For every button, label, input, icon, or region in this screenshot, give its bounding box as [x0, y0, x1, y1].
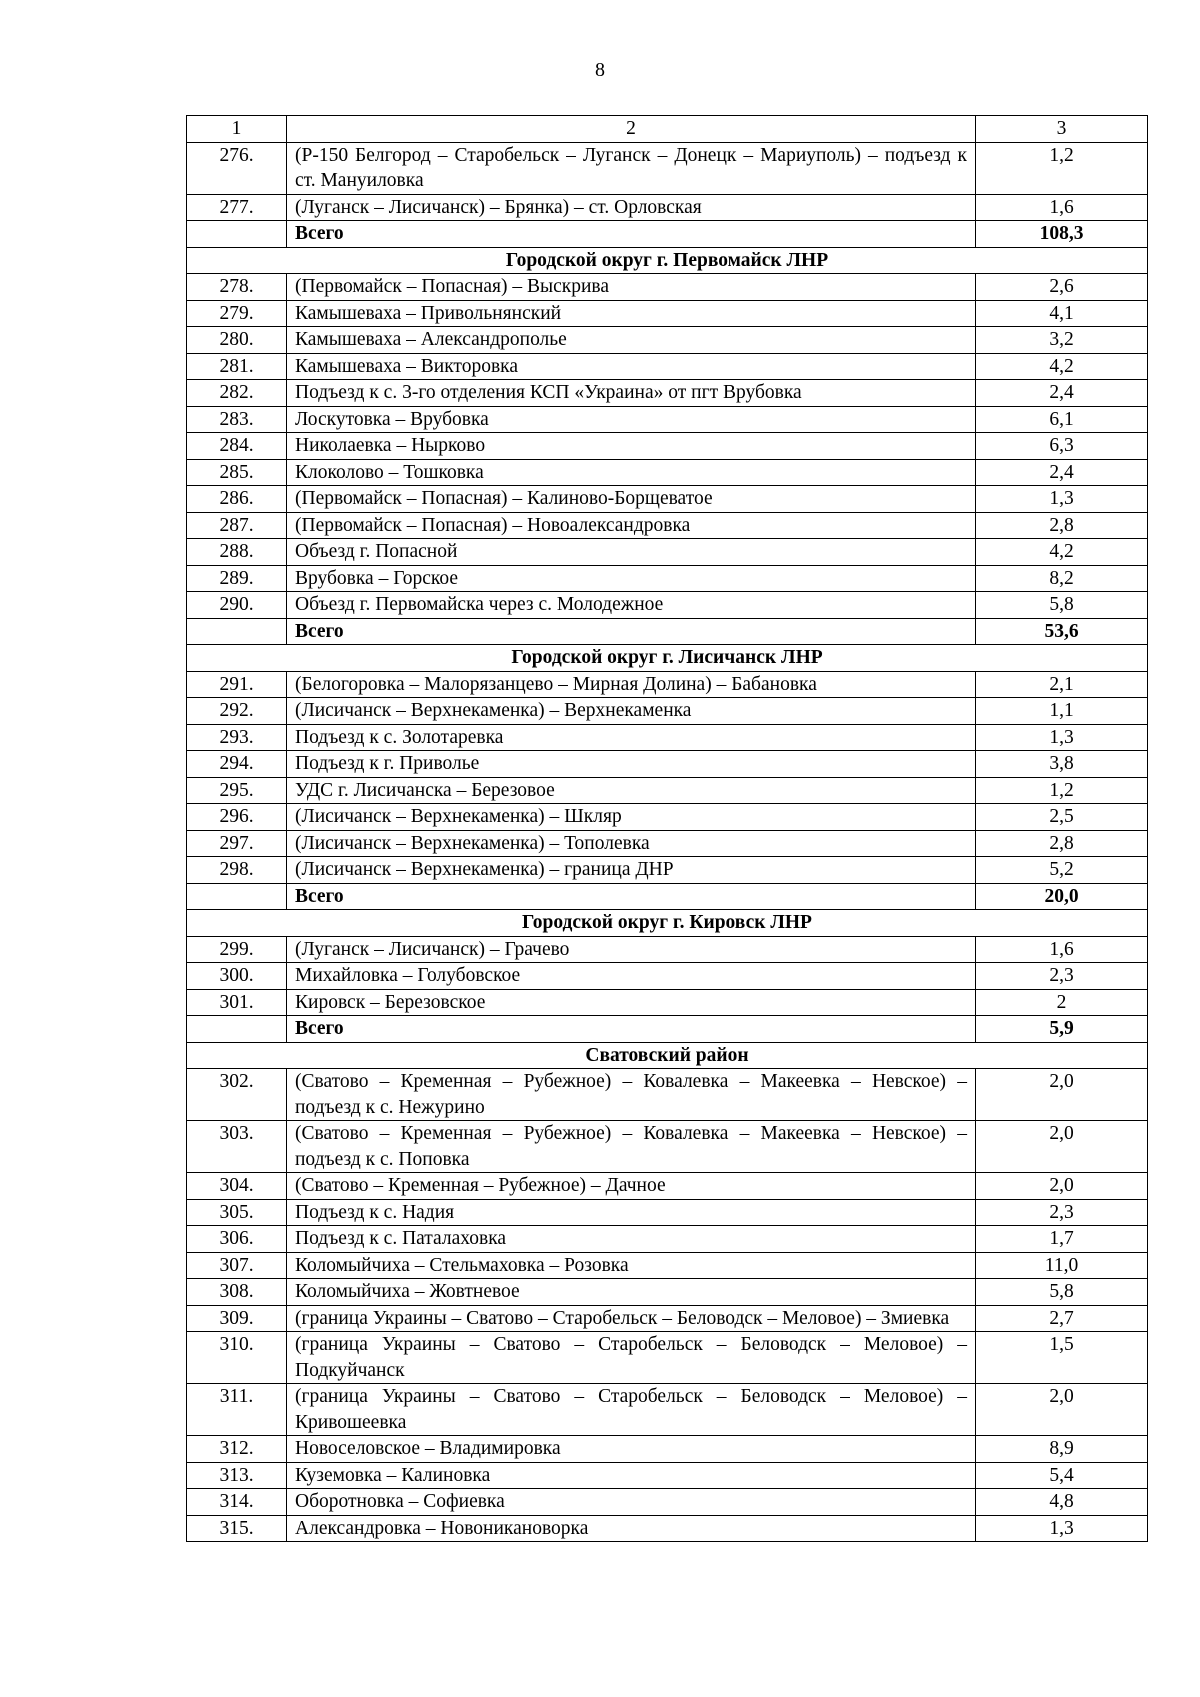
road-name: (Сватово – Кременная – Рубежное) – Дачное [287, 1173, 976, 1200]
road-length: 2,3 [976, 963, 1148, 990]
total-row [187, 221, 1148, 248]
road-length: 6,1 [976, 406, 1148, 433]
table-row [187, 512, 1148, 539]
table-row [187, 936, 1148, 963]
road-length: 2,0 [976, 1384, 1148, 1436]
table-row [187, 1436, 1148, 1463]
road-length: 6,3 [976, 433, 1148, 460]
road-length: 1,7 [976, 1226, 1148, 1253]
table-row [187, 380, 1148, 407]
section-title: Сватовский район [187, 1042, 1148, 1069]
road-name: Коломыйчиха – Стельмаховка – Розовка [287, 1252, 976, 1279]
road-length: 2,0 [976, 1121, 1148, 1173]
road-name: (Лисичанск – Верхнекаменка) – Шкляр [287, 804, 976, 831]
row-number: 278. [187, 274, 287, 301]
row-number: 279. [187, 300, 287, 327]
section-title: Городской округ г. Кировск ЛНР [187, 910, 1148, 937]
row-number: 297. [187, 830, 287, 857]
road-length: 1,6 [976, 194, 1148, 221]
total-value: 108,3 [976, 221, 1148, 248]
road-length: 2,6 [976, 274, 1148, 301]
total-value: 5,9 [976, 1016, 1148, 1043]
table-row [187, 804, 1148, 831]
row-number: 314. [187, 1489, 287, 1516]
table-row [187, 1489, 1148, 1516]
road-length: 1,2 [976, 142, 1148, 194]
table-row [187, 671, 1148, 698]
road-name: Подъезд к с. 3-го отделения КСП «Украина» от пгт Врубовка [287, 380, 976, 407]
table-row [187, 830, 1148, 857]
road-length: 1,1 [976, 698, 1148, 725]
row-number: 283. [187, 406, 287, 433]
road-length: 5,2 [976, 857, 1148, 884]
table-row [187, 1279, 1148, 1306]
row-number: 301. [187, 989, 287, 1016]
road-name: (граница Украины – Сватово – Старобельск – Беловодск – Меловое) – Кривошеевка [287, 1384, 976, 1436]
road-length: 11,0 [976, 1252, 1148, 1279]
section-header-row [187, 910, 1148, 937]
row-number: 277. [187, 194, 287, 221]
table-row [187, 1332, 1148, 1384]
road-name: Николаевка – Нырково [287, 433, 976, 460]
road-name: (граница Украины – Сватово – Старобельск – Беловодск – Меловое) – Змиевка [287, 1305, 976, 1332]
road-length: 2 [976, 989, 1148, 1016]
row-number: 292. [187, 698, 287, 725]
table-row [187, 433, 1148, 460]
total-label: Всего [287, 618, 976, 645]
road-length: 2,1 [976, 671, 1148, 698]
row-number: 295. [187, 777, 287, 804]
road-name: Оборотновка – Софиевка [287, 1489, 976, 1516]
total-value: 53,6 [976, 618, 1148, 645]
road-name: (Первомайск – Попасная) – Выскрива [287, 274, 976, 301]
table-row [187, 989, 1148, 1016]
road-length: 5,8 [976, 592, 1148, 619]
section-header-row [187, 645, 1148, 672]
road-name: Камышеваха – Александрополье [287, 327, 976, 354]
road-length: 5,8 [976, 1279, 1148, 1306]
road-length: 2,0 [976, 1173, 1148, 1200]
road-name: (Сватово – Кременная – Рубежное) – Ковалевка – Макеевка – Невское) – подъезд к с. Нежурино [287, 1069, 976, 1121]
table-row [187, 1384, 1148, 1436]
row-number: 293. [187, 724, 287, 751]
road-name: УДС г. Лисичанска – Березовое [287, 777, 976, 804]
row-number: 298. [187, 857, 287, 884]
table-row [187, 751, 1148, 778]
table-row [187, 486, 1148, 513]
table-row [187, 459, 1148, 486]
road-name: (Луганск – Лисичанск) – Брянка) – ст. Орловская [287, 194, 976, 221]
table-row [187, 1121, 1148, 1173]
row-number: 302. [187, 1069, 287, 1121]
row-number: 289. [187, 565, 287, 592]
row-number: 309. [187, 1305, 287, 1332]
total-empty-cell [187, 883, 287, 910]
header-col-3: 3 [976, 116, 1148, 143]
table-row [187, 1069, 1148, 1121]
road-length: 1,6 [976, 936, 1148, 963]
section-header-row [187, 247, 1148, 274]
row-number: 300. [187, 963, 287, 990]
road-length: 2,8 [976, 512, 1148, 539]
road-name: Врубовка – Горское [287, 565, 976, 592]
road-name: Подъезд к с. Паталаховка [287, 1226, 976, 1253]
table-row [187, 1226, 1148, 1253]
row-number: 280. [187, 327, 287, 354]
row-number: 313. [187, 1462, 287, 1489]
road-name: (Лисичанск – Верхнекаменка) – граница ДНР [287, 857, 976, 884]
table-row [187, 698, 1148, 725]
road-length: 2,3 [976, 1199, 1148, 1226]
total-label: Всего [287, 883, 976, 910]
table-row [187, 353, 1148, 380]
row-number: 299. [187, 936, 287, 963]
total-empty-cell [187, 1016, 287, 1043]
road-name: Клоколово – Тошковка [287, 459, 976, 486]
road-length: 1,2 [976, 777, 1148, 804]
road-name: Александровка – Новоникановорка [287, 1515, 976, 1542]
header-col-1: 1 [187, 116, 287, 143]
road-name: Подъезд к с. Золотаревка [287, 724, 976, 751]
road-length: 5,4 [976, 1462, 1148, 1489]
row-number: 284. [187, 433, 287, 460]
road-length: 2,5 [976, 804, 1148, 831]
road-length: 2,7 [976, 1305, 1148, 1332]
row-number: 291. [187, 671, 287, 698]
road-length: 3,2 [976, 327, 1148, 354]
table-row [187, 194, 1148, 221]
total-row [187, 618, 1148, 645]
table-row [187, 565, 1148, 592]
section-header-row [187, 1042, 1148, 1069]
road-name: Михайловка – Голубовское [287, 963, 976, 990]
road-name: (Первомайск – Попасная) – Новоалександровка [287, 512, 976, 539]
section-title: Городской округ г. Лисичанск ЛНР [187, 645, 1148, 672]
table-row [187, 142, 1148, 194]
road-length: 4,2 [976, 539, 1148, 566]
row-number: 276. [187, 142, 287, 194]
road-name: Кировск – Березовское [287, 989, 976, 1016]
row-number: 294. [187, 751, 287, 778]
row-number: 307. [187, 1252, 287, 1279]
total-value: 20,0 [976, 883, 1148, 910]
row-number: 303. [187, 1121, 287, 1173]
row-number: 315. [187, 1515, 287, 1542]
road-name: Объезд г. Первомайска через с. Молодежное [287, 592, 976, 619]
row-number: 311. [187, 1384, 287, 1436]
road-name: (Сватово – Кременная – Рубежное) – Ковалевка – Макеевка – Невское) – подъезд к с. Поповка [287, 1121, 976, 1173]
row-number: 285. [187, 459, 287, 486]
table-row [187, 963, 1148, 990]
road-name: Новоселовское – Владимировка [287, 1436, 976, 1463]
total-row [187, 1016, 1148, 1043]
road-name: (Р-150 Белгород – Старобельск – Луганск – Донецк – Мариуполь) – подъезд к ст. Мануиловка [287, 142, 976, 194]
total-empty-cell [187, 618, 287, 645]
row-number: 282. [187, 380, 287, 407]
table-row [187, 1199, 1148, 1226]
table-body [187, 142, 1148, 1542]
road-name: Камышеваха – Привольнянский [287, 300, 976, 327]
road-name: (Лисичанск – Верхнекаменка) – Верхнекаменка [287, 698, 976, 725]
table-row [187, 592, 1148, 619]
road-length: 1,3 [976, 486, 1148, 513]
section-title: Городской округ г. Первомайск ЛНР [187, 247, 1148, 274]
road-name: Подъезд к с. Надия [287, 1199, 976, 1226]
table-row [187, 1462, 1148, 1489]
row-number: 306. [187, 1226, 287, 1253]
road-length: 1,3 [976, 1515, 1148, 1542]
road-length: 8,2 [976, 565, 1148, 592]
road-name: (Белогоровка – Малорязанцево – Мирная Долина) – Бабановка [287, 671, 976, 698]
page-number: 8 [595, 59, 605, 81]
row-number: 296. [187, 804, 287, 831]
road-length: 1,3 [976, 724, 1148, 751]
road-name: Объезд г. Попасной [287, 539, 976, 566]
row-number: 281. [187, 353, 287, 380]
table-row [187, 1173, 1148, 1200]
road-name: Подъезд к г. Приволье [287, 751, 976, 778]
roads-table [186, 115, 1148, 1542]
row-number: 312. [187, 1436, 287, 1463]
total-label: Всего [287, 221, 976, 248]
row-number: 310. [187, 1332, 287, 1384]
table-row [187, 1252, 1148, 1279]
road-length: 8,9 [976, 1436, 1148, 1463]
table-row [187, 857, 1148, 884]
road-length: 1,5 [976, 1332, 1148, 1384]
table-row [187, 327, 1148, 354]
road-name: Лоскутовка – Врубовка [287, 406, 976, 433]
road-length: 4,8 [976, 1489, 1148, 1516]
table-row [187, 406, 1148, 433]
table-row [187, 1305, 1148, 1332]
road-length: 2,4 [976, 459, 1148, 486]
total-empty-cell [187, 221, 287, 248]
row-number: 308. [187, 1279, 287, 1306]
road-name: (Луганск – Лисичанск) – Грачево [287, 936, 976, 963]
row-number: 290. [187, 592, 287, 619]
road-name: Коломыйчиха – Жовтневое [287, 1279, 976, 1306]
road-name: Куземовка – Калиновка [287, 1462, 976, 1489]
total-label: Всего [287, 1016, 976, 1043]
road-length: 2,8 [976, 830, 1148, 857]
road-length: 3,8 [976, 751, 1148, 778]
row-number: 304. [187, 1173, 287, 1200]
road-length: 4,2 [976, 353, 1148, 380]
road-length: 4,1 [976, 300, 1148, 327]
row-number: 305. [187, 1199, 287, 1226]
row-number: 287. [187, 512, 287, 539]
row-number: 286. [187, 486, 287, 513]
table-header-row [187, 116, 1148, 143]
table-row [187, 274, 1148, 301]
table-row [187, 300, 1148, 327]
road-name: (Лисичанск – Верхнекаменка) – Тополевка [287, 830, 976, 857]
road-name: (Первомайск – Попасная) – Калиново-Борщеватое [287, 486, 976, 513]
road-name: Камышеваха – Викторовка [287, 353, 976, 380]
row-number: 288. [187, 539, 287, 566]
table-row [187, 1515, 1148, 1542]
header-col-2: 2 [287, 116, 976, 143]
road-length: 2,0 [976, 1069, 1148, 1121]
table-row [187, 724, 1148, 751]
table-row [187, 777, 1148, 804]
road-length: 2,4 [976, 380, 1148, 407]
table-row [187, 539, 1148, 566]
total-row [187, 883, 1148, 910]
road-name: (граница Украины – Сватово – Старобельск – Беловодск – Меловое) – Подкуйчанск [287, 1332, 976, 1384]
